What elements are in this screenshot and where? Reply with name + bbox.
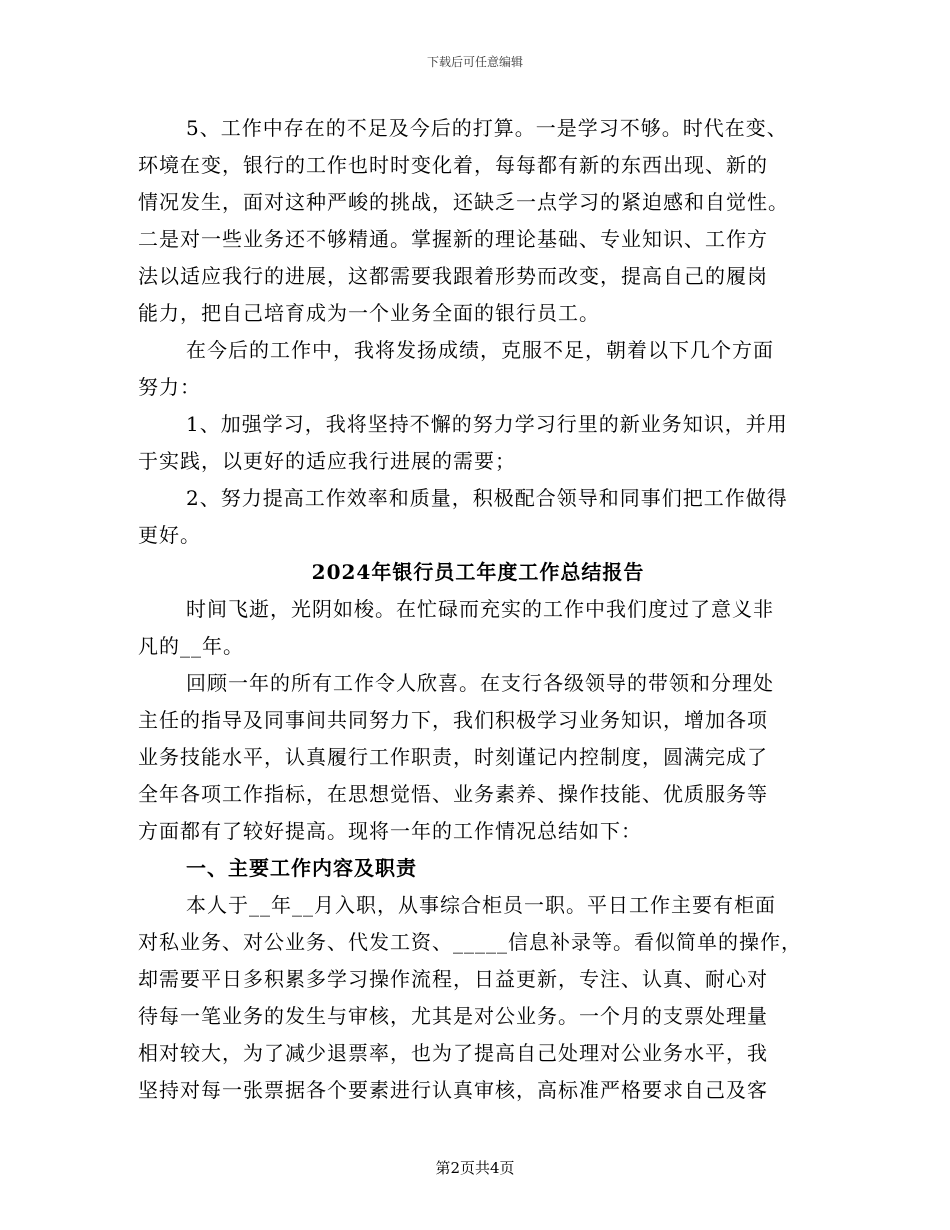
paragraph-line: 时间飞逝，光阴如梭。在忙碌而充实的工作中我们度过了意义非 — [186, 597, 774, 621]
document-body — [138, 110, 818, 1109]
paragraph-line: 待每一笔业务的发生与审核，尤其是对公业务。一个月的支票处理量 — [138, 1004, 768, 1028]
document-title: 2024年银行员工年度工作总结报告 — [311, 560, 645, 584]
paragraph-line: 在今后的工作中，我将发扬成绩，克服不足，朝着以下几个方面 — [186, 338, 774, 362]
paragraph-line: 5、工作中存在的不足及今后的打算。一是学习不够。时代在变、 — [186, 116, 788, 140]
paragraph-line: 方面都有了较好提高。现将一年的工作情况总结如下： — [138, 819, 642, 843]
paragraph-line: 法以适应我行的进展，这都需要我跟着形势而改变，提高自己的履岗 — [138, 264, 768, 288]
paragraph-line: 回顾一年的所有工作令人欣喜。在支行各级领导的带领和分理处 — [186, 671, 774, 695]
section-heading: 一、主要工作内容及职责 — [186, 856, 417, 880]
paragraph-line: 全年各项工作指标，在思想觉悟、业务素养、操作技能、优质服务等 — [138, 782, 768, 806]
paragraph-line: 2、努力提高工作效率和质量，积极配合领导和同事们把工作做得 — [186, 486, 788, 510]
paragraph-line: 主任的指导及同事间共同努力下，我们积极学习业务知识，增加各项 — [138, 708, 768, 732]
paragraph-line: 业务技能水平，认真履行工作职责，时刻谨记内控制度，圆满完成了 — [138, 745, 768, 769]
paragraph-line: 却需要平日多积累多学习操作流程，日益更新，专注、认真、耐心对 — [138, 967, 768, 991]
paragraph-line: 对私业务、对公业务、代发工资、_____信息补录等。看似简单的操作， — [138, 930, 802, 954]
paragraph-line: 1、加强学习，我将坚持不懈的努力学习行里的新业务知识，并用 — [186, 412, 788, 436]
paragraph-line: 相对较大，为了减少退票率，也为了提高自己处理对公业务水平，我 — [138, 1041, 768, 1065]
paragraph-line: 坚持对每一张票据各个要素进行认真审核，高标准严格要求自己及客 — [138, 1078, 768, 1102]
paragraph-line: 于实践，以更好的适应我行进展的需要； — [138, 449, 516, 473]
paragraph-line: 情况发生，面对这种严峻的挑战，还缺乏一点学习的紧迫感和自觉性。 — [138, 190, 789, 214]
page-header: 下载后可任意编辑 — [426, 55, 523, 69]
paragraph-line: 凡的__年。 — [138, 634, 244, 658]
paragraph-line: 能力，把自己培育成为一个业务全面的银行员工。 — [138, 301, 600, 325]
paragraph-line: 更好。 — [138, 523, 201, 547]
paragraph-line: 努力： — [138, 375, 201, 399]
paragraph-line: 环境在变，银行的工作也时时变化着，每每都有新的东西出现、新的 — [138, 153, 768, 177]
paragraph-line: 本人于__年__月入职，从事综合柜员一职。平日工作主要有柜面 — [186, 893, 776, 917]
paragraph-line: 二是对一些业务还不够精通。掌握新的理论基础、专业知识、工作方 — [138, 227, 768, 251]
page-footer: 第2页共4页 — [435, 1159, 515, 1177]
